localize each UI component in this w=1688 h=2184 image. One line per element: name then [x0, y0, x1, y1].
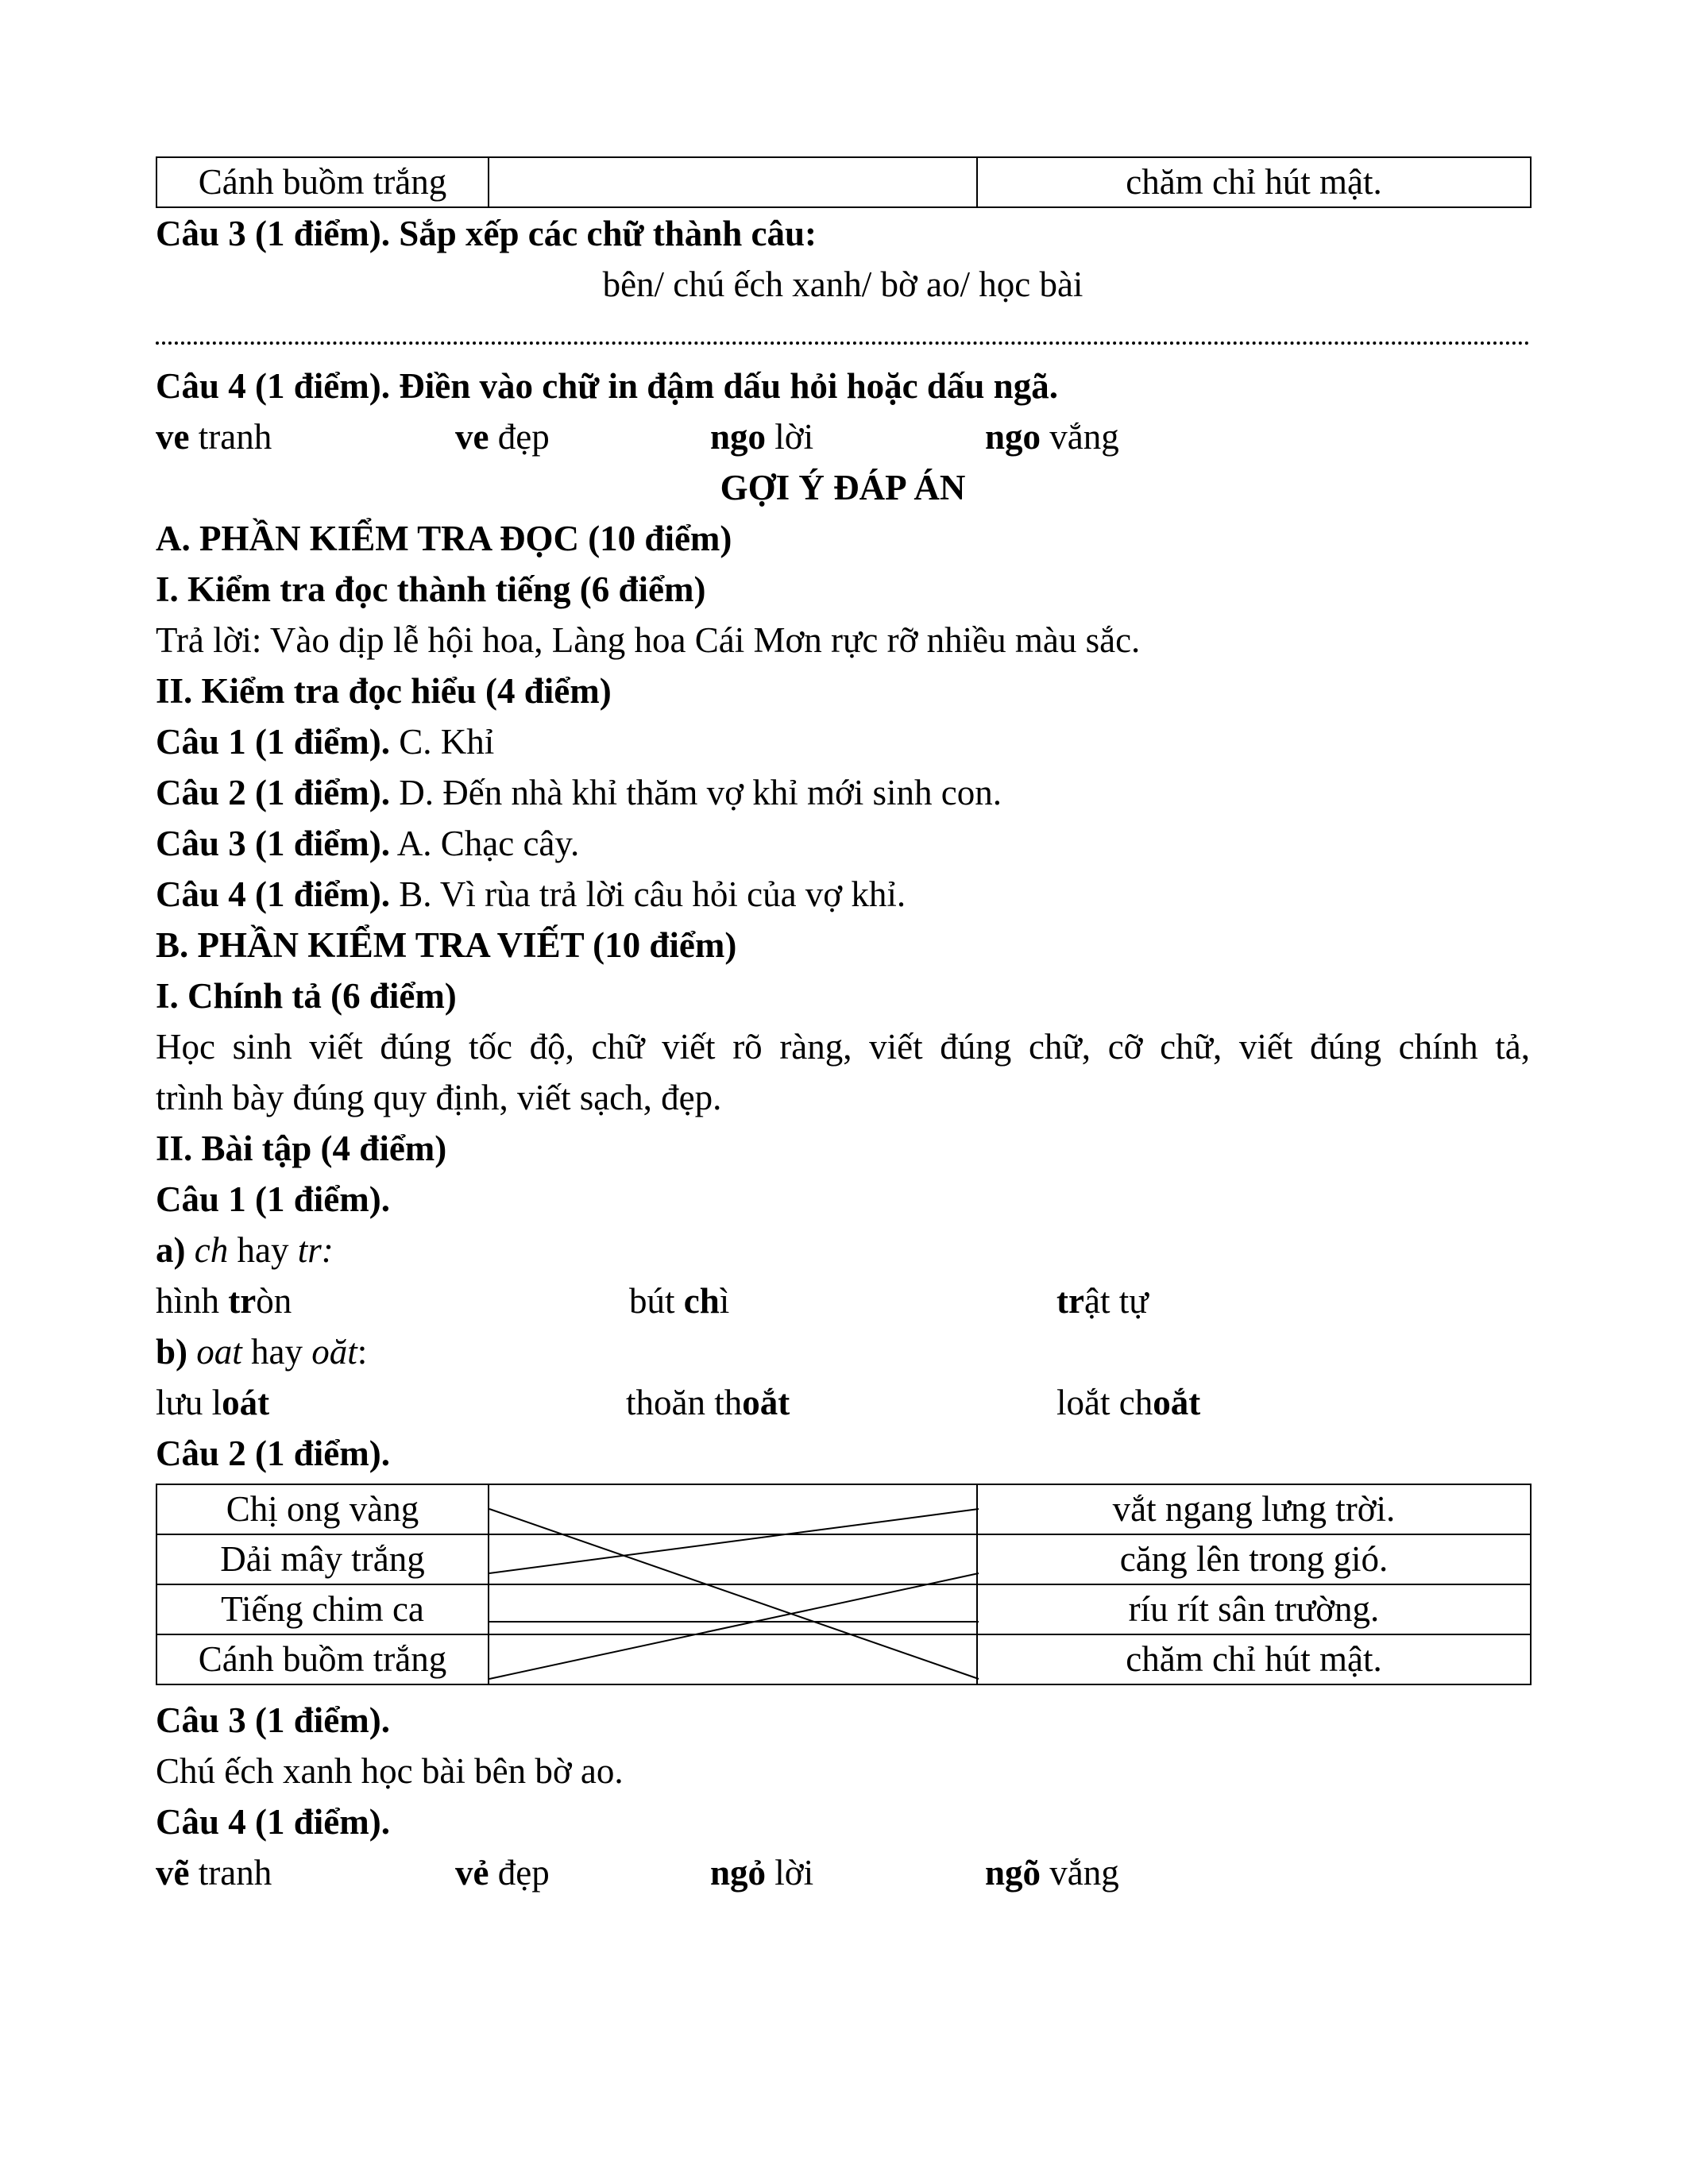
q1b-word-2: thoăn thoắt [626, 1383, 790, 1422]
answers-title: GỢI Ý ĐÁP ÁN [720, 468, 966, 507]
b2-q3-answer: Chú ếch xanh học bài bên bờ ao. [156, 1751, 624, 1791]
b2-q4-bold-2: vẻ [455, 1853, 489, 1893]
a2-item-label: Câu 1 (1 điểm). [156, 722, 390, 762]
table-cell-right: ríu rít sân trường. [977, 1584, 1531, 1634]
a1-heading: I. Kiểm tra đọc thành tiếng (6 điểm) [156, 569, 706, 609]
table-row [156, 1584, 1531, 1634]
table-cell-middle [489, 1484, 977, 1534]
table-cell-middle [489, 157, 977, 207]
q4-heading: Câu 4 (1 điểm). Điền vào chữ in đậm dấu hỏi hoặc dấu ngã. [156, 366, 1058, 406]
q1b-option-1: oat [196, 1332, 242, 1372]
q4-bold-4: ngo [985, 417, 1041, 457]
a2-heading: II. Kiểm tra đọc hiểu (4 điểm) [156, 671, 612, 711]
b2-q4-heading: Câu 4 (1 điểm). [156, 1802, 390, 1842]
q1a-option-2: tr: [297, 1230, 334, 1270]
a2-item-text: B. Vì rùa trả lời câu hỏi của vợ khỉ. [389, 874, 906, 914]
b1-text-line2: trình bày đúng quy định, viết sạch, đẹp. [156, 1078, 722, 1117]
q1a-word-2: bút chì [629, 1281, 730, 1321]
table-cell-left: Tiếng chim ca [156, 1584, 489, 1634]
q1b-option-2: oăt [311, 1332, 357, 1372]
table-cell-middle [489, 1534, 977, 1584]
q1a-mid: hay [228, 1230, 298, 1270]
q4-rest-4: vắng [1041, 417, 1119, 457]
table-cell-right: chăm chỉ hút mật. [977, 1634, 1531, 1684]
table-cell-middle [489, 1634, 977, 1684]
b2-q3-heading: Câu 3 (1 điểm). [156, 1700, 390, 1740]
a2-item-label: Câu 2 (1 điểm). [156, 773, 390, 812]
q3-words: bên/ chú ếch xanh/ bờ ao/ học bài [602, 264, 1083, 304]
q3-heading: Câu 3 (1 điểm). Sắp xếp các chữ thành câu: [156, 214, 817, 253]
q1a-word-3: trật tự [1056, 1281, 1149, 1321]
b2-q2-heading: Câu 2 (1 điểm). [156, 1433, 390, 1473]
table-row [156, 1484, 1531, 1534]
a2-item-text: A. Chạc cây. [389, 824, 580, 863]
table-cell-middle [489, 1584, 977, 1634]
answer-matching-table [156, 1484, 1532, 1685]
table-cell-left: Cánh buồm trắng [156, 1634, 489, 1684]
q1b-end: : [357, 1332, 368, 1372]
a2-item-1 [156, 716, 1530, 767]
q4-bold-1: ve [156, 417, 190, 457]
q1a-word-1: hình tròn [156, 1281, 292, 1321]
q1b-word-1: lưu loát [156, 1383, 270, 1422]
table-cell-left: Cánh buồm trắng [156, 157, 489, 207]
answer-dotted-line [156, 318, 1530, 345]
table-row [156, 1534, 1531, 1584]
b1-heading: I. Chính tả (6 điểm) [156, 976, 457, 1016]
a2-item-text: C. Khỉ [389, 722, 495, 762]
b2-q4-bold-3: ngỏ [710, 1853, 767, 1893]
table-cell-right: chăm chỉ hút mật. [977, 157, 1531, 207]
table-row [156, 1634, 1531, 1684]
q1b-label: b) [156, 1332, 188, 1372]
section-b-heading: B. PHẦN KIỂM TRA VIẾT (10 điểm) [156, 925, 737, 965]
table-cell-right: vắt ngang lưng trời. [977, 1484, 1531, 1534]
q4-bold-2: ve [455, 417, 489, 457]
b2-q1-heading: Câu 1 (1 điểm). [156, 1179, 390, 1219]
a2-item-3 [156, 818, 1530, 869]
a2-item-4 [156, 869, 1530, 920]
table-cell-left: Dải mây trắng [156, 1534, 489, 1584]
a2-item-2 [156, 767, 1530, 818]
a2-item-label: Câu 4 (1 điểm). [156, 874, 390, 914]
q4-bold-3: ngo [710, 417, 767, 457]
b2-q4-bold-4: ngõ [985, 1853, 1041, 1893]
b2-q1a-prompt [156, 1225, 1530, 1275]
b1-text-line1: Học sinh viết đúng tốc độ, chữ viết rõ ràng, viết đúng chữ, cỡ chữ, viết đúng chính tả, [156, 1027, 1530, 1067]
q1b-word-3: loắt choắt [1056, 1383, 1201, 1422]
a2-item-label: Câu 3 (1 điểm). [156, 824, 390, 863]
top-matching-table [156, 156, 1532, 208]
section-a-heading: A. PHẦN KIỂM TRA ĐỌC (10 điểm) [156, 519, 732, 558]
table-row [156, 157, 1531, 207]
q4-rest-3: lời [766, 417, 814, 457]
a1-answer: Trả lời: Vào dịp lễ hội hoa, Làng hoa Cái Mơn rực rỡ nhiều màu sắc. [156, 620, 1141, 660]
b2-q1b-prompt [156, 1326, 1530, 1377]
q4-rest-2: đẹp [489, 417, 550, 457]
b2-heading: II. Bài tập (4 điểm) [156, 1129, 447, 1168]
q1a-label: a) [156, 1230, 186, 1270]
table-cell-left: Chị ong vàng [156, 1484, 489, 1534]
a2-item-text: D. Đến nhà khỉ thăm vợ khỉ mới sinh con. [389, 773, 1002, 812]
q1b-mid: hay [241, 1332, 312, 1372]
b2-q4-bold-1: vẽ [156, 1853, 190, 1893]
q1a-option-1: ch [194, 1230, 229, 1270]
table-cell-right: căng lên trong gió. [977, 1534, 1531, 1584]
q4-rest-1: tranh [189, 417, 272, 457]
